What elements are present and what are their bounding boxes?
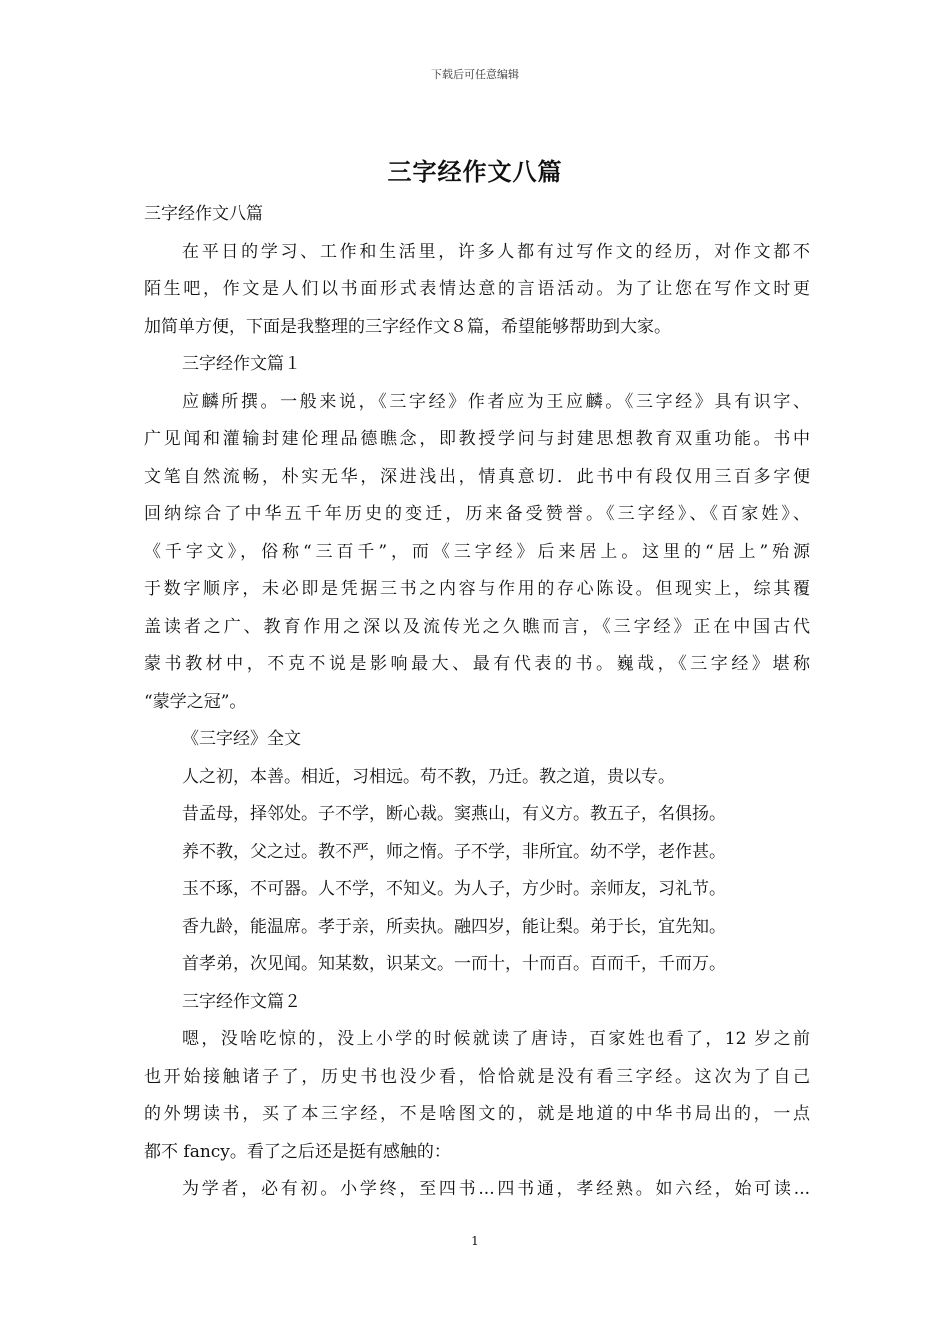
text-line: 加简单方便，下面是我整理的三字经作文８篇，希望能够帮助到大家。 <box>144 316 671 337</box>
verse-line: 香九龄，能温席。孝于亲，所卖执。融四岁，能让梨。弟于长，宜先知。 <box>182 916 726 937</box>
section-heading: 三字经作文篇２ <box>182 991 301 1012</box>
text-line: 也开始接触诸子了，历史书也没少看，恰恰就是没有看三字经。这次为了自己 <box>144 1066 810 1087</box>
verse-line: 首孝弟，次见闻。知某数，识某文。一而十，十而百。百而千，千而万。 <box>182 954 726 974</box>
document-body <box>144 196 810 1209</box>
text-line: “蒙学之冠”。 <box>144 691 247 712</box>
text-line: 陌生吧，作文是人们以书面形式表情达意的言语活动。为了让您在写作文时更 <box>144 279 810 299</box>
page-number: 1 <box>471 1234 479 1248</box>
text-line: 三字经作文八篇 <box>144 204 263 224</box>
section-heading: 《三字经》全文 <box>182 729 301 749</box>
text-line: 应麟所撰。一般来说，《三字经》作者应为王应麟。《三字经》具有识字、 <box>182 391 810 412</box>
verse-line: 玉不琢，不可器。人不学，不知义。为人子，方少时。亲师友，习礼节。 <box>182 879 726 899</box>
text-line: 为学者，必有初。小学终，至四书...四书通，孝经熟。如六经，始可读... <box>182 1179 810 1199</box>
text-line: 回纳综合了中华五千年历史的变迁，历来备受赞誉。《三字经》、《百家姓》、 <box>144 504 810 524</box>
text-line: 都不 fancy。看了之后还是挺有感触的： <box>144 1141 451 1162</box>
text-line: 嗯，没啥吃惊的，没上小学的时候就读了唐诗，百家姓也看了，12 岁之前 <box>182 1029 810 1049</box>
text-line: 《千字文》，俗称“三百千”，而《三字经》后来居上。这里的“居上”殆源 <box>144 541 810 562</box>
text-line: 的外甥读书，买了本三字经，不是啥图文的，就是地道的中华书局出的，一点 <box>144 1104 810 1124</box>
document-title: 三字经作文八篇 <box>387 157 563 186</box>
verse-line: 昔孟母，择邻处。子不学，断心裁。窦燕山，有义方。教五子，名俱扬。 <box>182 804 726 824</box>
text-line: 盖读者之广、教育作用之深以及流传光之久瞧而言，《三字经》正在中国古代 <box>144 616 810 637</box>
verse-line: 养不教，父之过。教不严，师之惰。子不学，非所宜。幼不学，老作甚。 <box>182 841 726 862</box>
text-line: 广见闻和灌输封建伦理品德瞧念，即教授学问与封建思想教育双重功能。书中 <box>144 429 810 449</box>
section-heading: 三字经作文篇１ <box>182 354 301 374</box>
text-line: 蒙书教材中，不克不说是影响最大、最有代表的书。巍哉，《三字经》堪称 <box>144 654 810 674</box>
verse-line: 人之初，本善。相近，习相远。苟不教，乃迁。教之道，贵以专。 <box>182 766 675 787</box>
text-line: 文笔自然流畅，朴实无华，深进浅出，情真意切．此书中有段仅用三百多字便 <box>144 466 810 487</box>
header-note: 下载后可任意编辑 <box>431 68 519 81</box>
text-line: 在平日的学习、工作和生活里，许多人都有过写作文的经历，对作文都不 <box>182 241 810 262</box>
text-line: 于数字顺序，未必即是凭据三书之内容与作用的存心陈设。但现实上，综其覆 <box>144 579 810 599</box>
